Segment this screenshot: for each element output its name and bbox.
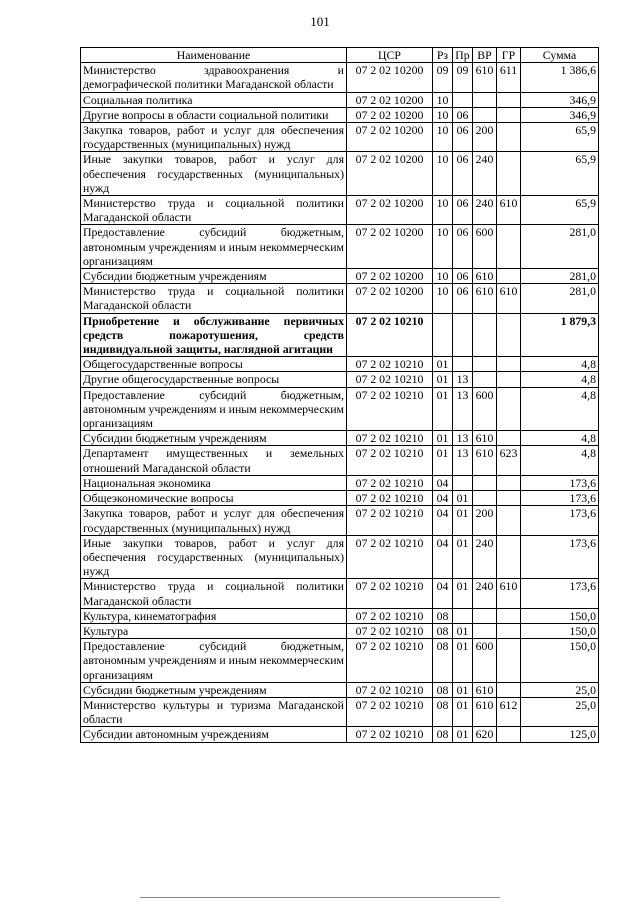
row-pr-cell: 09: [453, 63, 473, 92]
row-rz-cell: 10: [433, 225, 453, 269]
row-vr-cell: [473, 372, 497, 387]
row-sum-cell: 1 879,3: [521, 313, 599, 357]
row-pr-cell: [453, 357, 473, 372]
row-name-cell: Закупка товаров, работ и услуг для обеспечения государственных (муниципальных) нужд: [81, 506, 347, 535]
table-row: [81, 313, 599, 357]
row-sum-cell: 173,6: [521, 491, 599, 506]
row-csr-cell: 07 2 02 10200: [347, 92, 433, 107]
row-csr-cell: 07 2 02 10210: [347, 682, 433, 697]
row-vr-cell: [473, 608, 497, 623]
row-vr-cell: 610: [473, 446, 497, 475]
row-csr-cell: 07 2 02 10210: [347, 579, 433, 608]
row-pr-cell: 01: [453, 639, 473, 683]
row-name-cell: Иные закупки товаров, работ и услуг для обеспечения государственных (муниципальных) нужд: [81, 535, 347, 579]
row-csr-cell: 07 2 02 10210: [347, 372, 433, 387]
row-gr-cell: [497, 123, 521, 152]
row-sum-cell: 125,0: [521, 727, 599, 742]
table-row: [81, 431, 599, 446]
row-rz-cell: 09: [433, 63, 453, 92]
row-sum-cell: 173,6: [521, 506, 599, 535]
row-rz-cell: 10: [433, 123, 453, 152]
table-row: [81, 225, 599, 269]
row-name-cell: Другие общегосударственные вопросы: [81, 372, 347, 387]
row-vr-cell: 240: [473, 152, 497, 196]
row-vr-cell: 240: [473, 579, 497, 608]
row-vr-cell: [473, 92, 497, 107]
header-sum: Сумма: [521, 48, 599, 63]
row-gr-cell: [497, 372, 521, 387]
row-gr-cell: [497, 491, 521, 506]
row-name-cell: Субсидии бюджетным учреждениям: [81, 269, 347, 284]
row-pr-cell: 06: [453, 107, 473, 122]
row-name-cell: Культура: [81, 623, 347, 638]
row-gr-cell: [497, 269, 521, 284]
row-sum-cell: 4,8: [521, 357, 599, 372]
row-pr-cell: [453, 92, 473, 107]
row-sum-cell: 150,0: [521, 623, 599, 638]
row-vr-cell: 610: [473, 269, 497, 284]
row-sum-cell: 4,8: [521, 431, 599, 446]
row-pr-cell: 01: [453, 491, 473, 506]
row-rz-cell: 10: [433, 92, 453, 107]
row-sum-cell: 281,0: [521, 225, 599, 269]
page-number: 101: [310, 14, 330, 29]
row-csr-cell: 07 2 02 10210: [347, 431, 433, 446]
row-gr-cell: [497, 387, 521, 431]
row-pr-cell: 13: [453, 446, 473, 475]
row-csr-cell: 07 2 02 10210: [347, 639, 433, 683]
table-row: [81, 123, 599, 152]
row-vr-cell: 600: [473, 387, 497, 431]
row-sum-cell: 25,0: [521, 682, 599, 697]
row-rz-cell: 08: [433, 608, 453, 623]
header-pr: Пр: [453, 48, 473, 63]
header-name: Наименование: [81, 48, 347, 63]
header-vr: ВР: [473, 48, 497, 63]
row-rz-cell: 04: [433, 535, 453, 579]
row-vr-cell: 610: [473, 63, 497, 92]
row-csr-cell: 07 2 02 10200: [347, 123, 433, 152]
row-pr-cell: 01: [453, 727, 473, 742]
row-pr-cell: 01: [453, 697, 473, 726]
row-gr-cell: [497, 506, 521, 535]
row-vr-cell: [473, 357, 497, 372]
row-csr-cell: 07 2 02 10210: [347, 446, 433, 475]
row-vr-cell: 610: [473, 697, 497, 726]
row-sum-cell: 1 386,6: [521, 63, 599, 92]
row-rz-cell: 10: [433, 269, 453, 284]
row-vr-cell: 200: [473, 506, 497, 535]
row-name-cell: Общегосударственные вопросы: [81, 357, 347, 372]
row-pr-cell: 06: [453, 152, 473, 196]
row-name-cell: Закупка товаров, работ и услуг для обеспечения государственных (муниципальных) нужд: [81, 123, 347, 152]
row-sum-cell: 173,6: [521, 475, 599, 490]
row-name-cell: Министерство здравоохранения и демографической политики Магаданской области: [81, 63, 347, 92]
row-pr-cell: 01: [453, 682, 473, 697]
row-pr-cell: 13: [453, 372, 473, 387]
row-rz-cell: 08: [433, 697, 453, 726]
row-gr-cell: 610: [497, 196, 521, 225]
table-row: [81, 446, 599, 475]
row-pr-cell: [453, 608, 473, 623]
row-vr-cell: [473, 107, 497, 122]
table-row: [81, 491, 599, 506]
row-csr-cell: 07 2 02 10210: [347, 535, 433, 579]
row-rz-cell: 08: [433, 727, 453, 742]
row-name-cell: Другие вопросы в области социальной политики: [81, 107, 347, 122]
row-name-cell: Субсидии автономным учреждениям: [81, 727, 347, 742]
row-sum-cell: 346,9: [521, 92, 599, 107]
table-row: [81, 269, 599, 284]
row-sum-cell: 281,0: [521, 269, 599, 284]
row-name-cell: Предоставление субсидий бюджетным, автономным учреждениям и иным некоммерческим организациям: [81, 225, 347, 269]
row-gr-cell: 611: [497, 63, 521, 92]
row-name-cell: Министерство труда и социальной политики Магаданской области: [81, 579, 347, 608]
row-vr-cell: [473, 491, 497, 506]
row-vr-cell: 240: [473, 196, 497, 225]
row-csr-cell: 07 2 02 10200: [347, 284, 433, 313]
row-name-cell: Общеэкономические вопросы: [81, 491, 347, 506]
row-vr-cell: 600: [473, 639, 497, 683]
table-row: [81, 92, 599, 107]
row-gr-cell: 610: [497, 579, 521, 608]
header-csr: ЦСР: [347, 48, 433, 63]
table-row: [81, 475, 599, 490]
row-rz-cell: 04: [433, 475, 453, 490]
row-gr-cell: [497, 727, 521, 742]
table-row: [81, 608, 599, 623]
row-rz-cell: 01: [433, 372, 453, 387]
row-pr-cell: 13: [453, 387, 473, 431]
row-gr-cell: 610: [497, 284, 521, 313]
row-pr-cell: 06: [453, 123, 473, 152]
row-csr-cell: 07 2 02 10200: [347, 107, 433, 122]
table-row: [81, 535, 599, 579]
row-name-cell: Министерство труда и социальной политики Магаданской области: [81, 284, 347, 313]
row-gr-cell: [497, 152, 521, 196]
row-gr-cell: [497, 431, 521, 446]
row-csr-cell: 07 2 02 10210: [347, 697, 433, 726]
row-sum-cell: 25,0: [521, 697, 599, 726]
row-pr-cell: [453, 475, 473, 490]
row-csr-cell: 07 2 02 10210: [347, 623, 433, 638]
row-sum-cell: 4,8: [521, 372, 599, 387]
table-row: [81, 623, 599, 638]
row-pr-cell: 13: [453, 431, 473, 446]
row-rz-cell: 08: [433, 682, 453, 697]
row-gr-cell: [497, 225, 521, 269]
table-row: [81, 63, 599, 92]
row-pr-cell: [453, 313, 473, 357]
row-gr-cell: [497, 639, 521, 683]
row-name-cell: Предоставление субсидий бюджетным, автономным учреждениям и иным некоммерческим организациям: [81, 639, 347, 683]
row-sum-cell: 65,9: [521, 196, 599, 225]
row-csr-cell: 07 2 02 10200: [347, 152, 433, 196]
row-rz-cell: 04: [433, 506, 453, 535]
row-vr-cell: 610: [473, 682, 497, 697]
row-csr-cell: 07 2 02 10210: [347, 357, 433, 372]
row-name-cell: Субсидии бюджетным учреждениям: [81, 682, 347, 697]
row-sum-cell: 4,8: [521, 446, 599, 475]
row-rz-cell: 01: [433, 431, 453, 446]
row-name-cell: Социальная политика: [81, 92, 347, 107]
row-csr-cell: 07 2 02 10210: [347, 313, 433, 357]
row-rz-cell: 10: [433, 196, 453, 225]
row-csr-cell: 07 2 02 10210: [347, 491, 433, 506]
table-row: [81, 284, 599, 313]
row-name-cell: Министерство культуры и туризма Магаданской области: [81, 697, 347, 726]
row-csr-cell: 07 2 02 10210: [347, 608, 433, 623]
header-gr: ГР: [497, 48, 521, 63]
row-rz-cell: 08: [433, 639, 453, 683]
row-rz-cell: 01: [433, 446, 453, 475]
row-pr-cell: 06: [453, 269, 473, 284]
row-gr-cell: [497, 623, 521, 638]
row-pr-cell: 01: [453, 506, 473, 535]
row-name-cell: Национальная экономика: [81, 475, 347, 490]
table-row: [81, 107, 599, 122]
row-sum-cell: 173,6: [521, 579, 599, 608]
row-pr-cell: 01: [453, 579, 473, 608]
row-name-cell: Департамент имущественных и земельных отношений Магаданской области: [81, 446, 347, 475]
row-csr-cell: 07 2 02 10210: [347, 387, 433, 431]
row-name-cell: Министерство труда и социальной политики Магаданской области: [81, 196, 347, 225]
row-name-cell: Иные закупки товаров, работ и услуг для обеспечения государственных (муниципальных) нужд: [81, 152, 347, 196]
table-row: [81, 357, 599, 372]
row-name-cell: Субсидии бюджетным учреждениям: [81, 431, 347, 446]
row-rz-cell: 10: [433, 107, 453, 122]
row-sum-cell: 150,0: [521, 608, 599, 623]
row-rz-cell: 08: [433, 623, 453, 638]
row-name-cell: Приобретение и обслуживание первичных средств пожаротушения, средств индивидуальной защиты, наглядной агитации: [81, 313, 347, 357]
row-vr-cell: 620: [473, 727, 497, 742]
row-pr-cell: 01: [453, 623, 473, 638]
row-sum-cell: 65,9: [521, 152, 599, 196]
row-rz-cell: 01: [433, 357, 453, 372]
row-csr-cell: 07 2 02 10210: [347, 727, 433, 742]
row-gr-cell: [497, 475, 521, 490]
row-gr-cell: [497, 107, 521, 122]
row-rz-cell: 04: [433, 491, 453, 506]
row-gr-cell: 612: [497, 697, 521, 726]
row-csr-cell: 07 2 02 10200: [347, 196, 433, 225]
row-vr-cell: 600: [473, 225, 497, 269]
row-vr-cell: [473, 623, 497, 638]
row-sum-cell: 173,6: [521, 535, 599, 579]
table-row: [81, 727, 599, 742]
row-rz-cell: 10: [433, 284, 453, 313]
row-name-cell: Предоставление субсидий бюджетным, автономным учреждениям и иным некоммерческим организациям: [81, 387, 347, 431]
row-csr-cell: 07 2 02 10210: [347, 475, 433, 490]
row-csr-cell: 07 2 02 10200: [347, 63, 433, 92]
row-csr-cell: 07 2 02 10200: [347, 225, 433, 269]
row-rz-cell: 10: [433, 152, 453, 196]
row-pr-cell: 06: [453, 225, 473, 269]
header-rz: Рз: [433, 48, 453, 63]
budget-table: [80, 47, 599, 743]
table-row: [81, 387, 599, 431]
table-row: [81, 697, 599, 726]
table-row: [81, 639, 599, 683]
row-rz-cell: [433, 313, 453, 357]
table-row: [81, 196, 599, 225]
row-csr-cell: 07 2 02 10200: [347, 269, 433, 284]
row-vr-cell: 200: [473, 123, 497, 152]
row-gr-cell: 623: [497, 446, 521, 475]
row-rz-cell: 01: [433, 387, 453, 431]
row-rz-cell: 04: [433, 579, 453, 608]
table-header-row: [81, 48, 599, 63]
row-sum-cell: 65,9: [521, 123, 599, 152]
table-row: [81, 579, 599, 608]
table-row: [81, 152, 599, 196]
row-pr-cell: 06: [453, 196, 473, 225]
row-gr-cell: [497, 357, 521, 372]
table-row: [81, 506, 599, 535]
row-name-cell: Культура, кинематография: [81, 608, 347, 623]
row-csr-cell: 07 2 02 10210: [347, 506, 433, 535]
row-pr-cell: 01: [453, 535, 473, 579]
row-vr-cell: 610: [473, 284, 497, 313]
row-pr-cell: 06: [453, 284, 473, 313]
row-gr-cell: [497, 682, 521, 697]
row-gr-cell: [497, 608, 521, 623]
table-row: [81, 372, 599, 387]
row-sum-cell: 150,0: [521, 639, 599, 683]
row-vr-cell: 240: [473, 535, 497, 579]
row-vr-cell: [473, 313, 497, 357]
table-row: [81, 682, 599, 697]
row-gr-cell: [497, 92, 521, 107]
row-vr-cell: [473, 475, 497, 490]
footer-divider: [140, 897, 500, 898]
row-gr-cell: [497, 535, 521, 579]
row-gr-cell: [497, 313, 521, 357]
row-vr-cell: 610: [473, 431, 497, 446]
row-sum-cell: 346,9: [521, 107, 599, 122]
row-sum-cell: 281,0: [521, 284, 599, 313]
row-sum-cell: 4,8: [521, 387, 599, 431]
